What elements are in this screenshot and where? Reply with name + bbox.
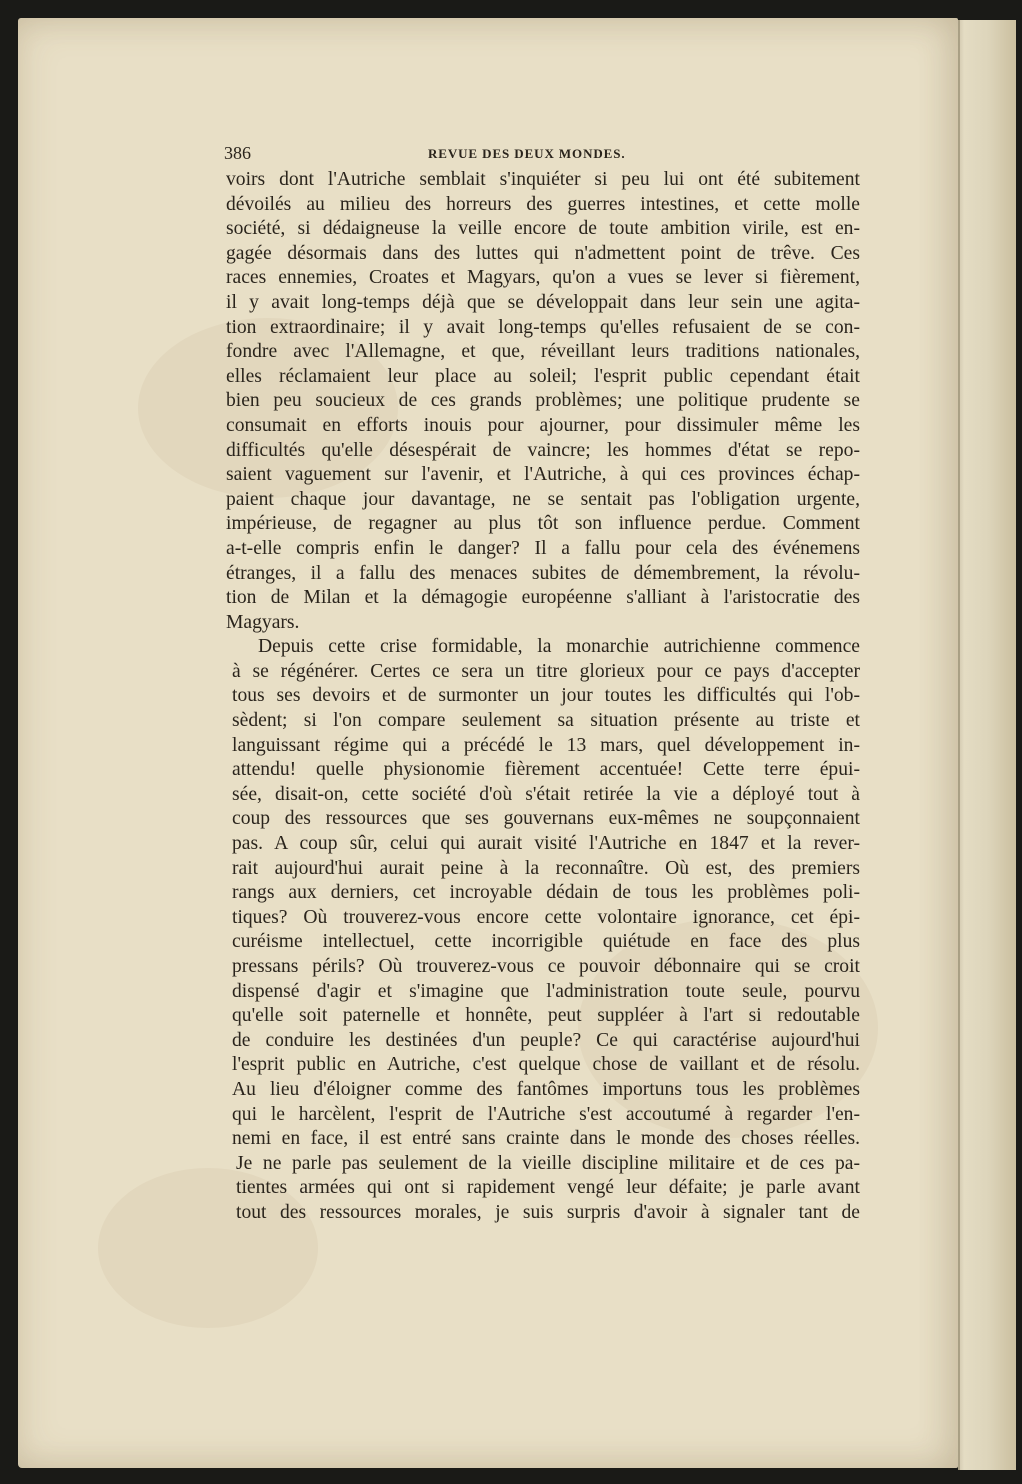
text-line: dévoilés au milieu des horreurs des guerres intestines, et cette molle xyxy=(226,193,860,215)
text-line: sèdent; si l'on compare seulement sa situation présente au triste et xyxy=(232,710,860,732)
text-line: elles réclamaient leur place au soleil; l'esprit public cependant était xyxy=(226,365,860,387)
text-line: qui le harcèlent, l'esprit de l'Autriche s'est accoutumé à regarder l'en- xyxy=(232,1103,860,1125)
text-line: rangs aux derniers, cet incroyable dédain de tous les problèmes poli- xyxy=(232,882,860,904)
text-line: tientes armées qui ont si rapidement vengé leur défaite; je parle avant xyxy=(236,1177,860,1199)
text-line: saient vaguement sur l'avenir, et l'Autriche, à qui ces provinces échap- xyxy=(226,464,860,486)
page-header xyxy=(224,143,860,167)
text-line: attendu! quelle physionomie fièrement accentuée! Cette terre épui- xyxy=(232,759,860,781)
text-line: il y avait long-temps déjà que se développait dans leur sein une agita- xyxy=(226,291,860,313)
text-line: a-t-elle compris enfin le danger? Il a fallu pour cela des événemens xyxy=(226,537,860,559)
text-line: rait aujourd'hui aurait peine à la reconnaître. Où est, des premiers xyxy=(232,857,860,879)
text-line: Depuis cette crise formidable, la monarchie autrichienne commence xyxy=(258,636,860,658)
text-line: tout des ressources morales, je suis surpris d'avoir à signaler tant de xyxy=(236,1201,860,1223)
page-gutter-line xyxy=(958,20,960,1470)
text-line: tion de Milan et la démagogie européenne s'alliant à l'aristocratie des xyxy=(226,587,860,609)
paragraph-1 xyxy=(226,168,860,635)
text-line: dispensé d'agir et s'imagine que l'administration toute seule, pourvu xyxy=(232,980,860,1002)
text-line: coup des ressources que ses gouvernans eux-mêmes ne soupçonnaient xyxy=(232,808,860,830)
text-line: races ennemies, Croates et Magyars, qu'on a vues se lever si fièrement, xyxy=(226,267,860,289)
text-line: fondre avec l'Allemagne, et que, réveillant leurs traditions nationales, xyxy=(226,341,860,363)
paragraph-2 xyxy=(226,635,860,1225)
text-line: pas. A coup sûr, celui qui aurait visité l'Autriche en 1847 et la rever- xyxy=(232,833,860,855)
text-line: Au lieu d'éloigner comme des fantômes importuns tous les problèmes xyxy=(232,1078,860,1100)
text-line: pressans périls? Où trouverez-vous ce pouvoir débonnaire qui se croit xyxy=(232,956,860,977)
text-line: languissant régime qui a précédé le 13 mars, quel développement in- xyxy=(232,734,860,756)
text-line: bien peu soucieux de ces grands problèmes; une politique prudente se xyxy=(226,390,860,412)
text-line: tion extraordinaire; il y avait long-temps qu'elles refusaient de se con- xyxy=(226,316,860,338)
text-line: Magyars. xyxy=(226,611,300,633)
text-line: voirs dont l'Autriche semblait s'inquiéter si peu lui ont été subitement xyxy=(226,169,860,190)
text-line: qu'elle soit paternelle et honnête, peut suppléer à l'art si redoutable xyxy=(232,1005,860,1027)
text-line: société, si dédaigneuse la veille encore de toute ambition virile, est en- xyxy=(226,218,860,240)
running-title: REVUE DES DEUX MONDES. xyxy=(428,146,626,161)
text-line: paient chaque jour davantage, ne se sentait pas l'obligation urgente, xyxy=(226,488,860,510)
text-line: à se régénérer. Certes ce sera un titre glorieux pour ce pays d'accepter xyxy=(232,660,860,682)
text-line: nemi en face, il est entré sans crainte dans le monde des choses réelles. xyxy=(232,1128,860,1150)
text-line: de conduire les destinées d'un peuple? Ce qui caractérise aujourd'hui xyxy=(232,1029,860,1051)
adjacent-page-edge xyxy=(958,20,1016,1470)
page-number: 386 xyxy=(224,143,251,163)
text-line: étranges, il a fallu des menaces subites de démembrement, la révolu- xyxy=(226,562,860,584)
text-line: Je ne parle pas seulement de la vieille discipline militaire et de ces pa- xyxy=(236,1152,860,1174)
text-line: sée, disait-on, cette société d'où s'était retirée la vie a déployé tout à xyxy=(232,783,860,805)
text-line: gagée désormais dans des luttes qui n'admettent point de trêve. Ces xyxy=(226,242,860,264)
text-line: curéisme intellectuel, cette incorrigible quiétude en face des plus xyxy=(232,931,860,953)
text-line: tous ses devoirs et de surmonter un jour toutes les difficultés qui l'ob- xyxy=(232,685,860,707)
text-line: tiques? Où trouverez-vous encore cette volontaire ignorance, cet épi- xyxy=(232,906,860,928)
body-text xyxy=(226,168,860,1226)
text-line: l'esprit public en Autriche, c'est quelque chose de vaillant et de résolu. xyxy=(232,1054,860,1076)
text-line: consumait en efforts inouis pour ajourner, pour dissimuler même les xyxy=(226,414,860,436)
text-line: difficultés qu'elle désespérait de vaincre; les hommes d'état se repo- xyxy=(226,439,860,461)
text-line: impérieuse, de regagner au plus tôt son influence perdue. Comment xyxy=(226,513,860,535)
